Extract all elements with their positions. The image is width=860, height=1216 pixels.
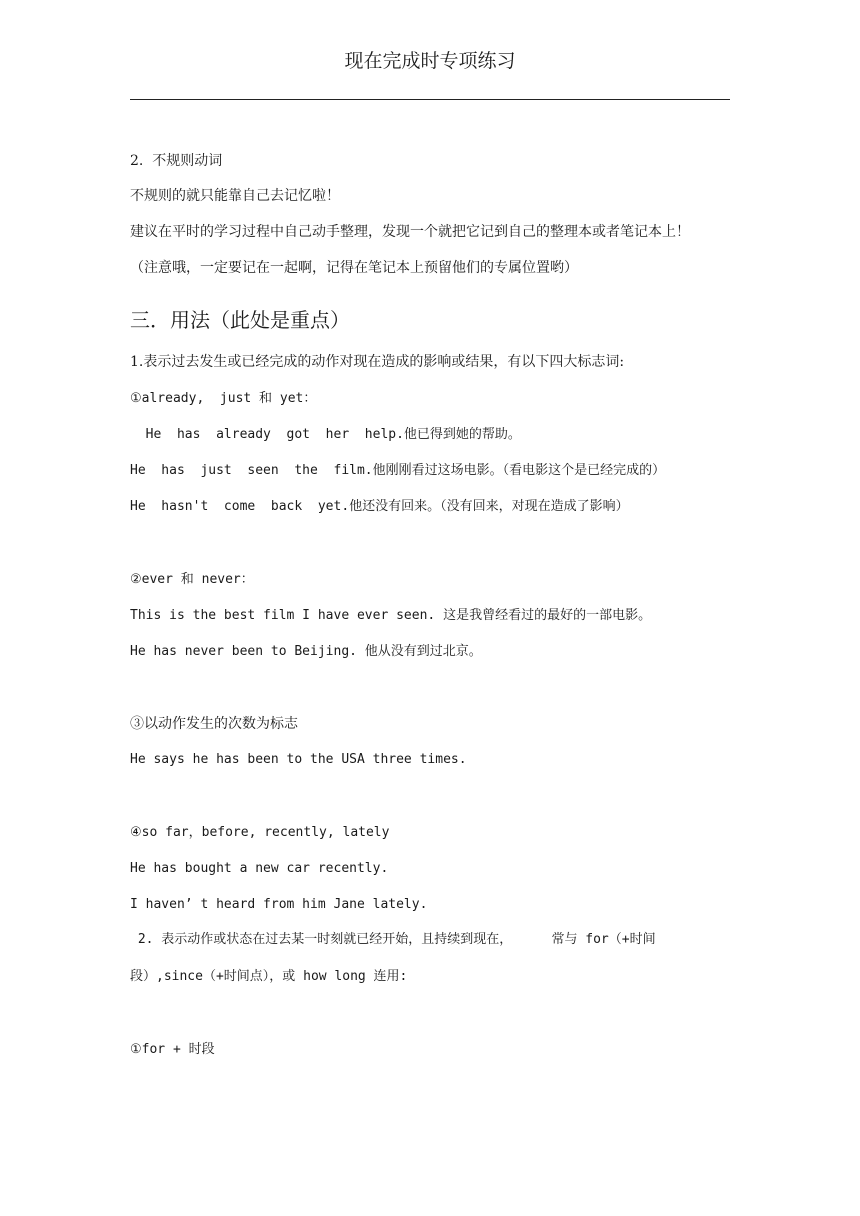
example-line: He has just seen the film.他刚刚看过这场电影。（看电影这个是已经完成的） (130, 463, 666, 478)
paragraph-line: 建议在平时的学习过程中自己动手整理，发现一个就把它记到自己的整理本或者笔记本上！ (130, 224, 690, 240)
usage-point-2-continued: 段）,since（+时间点），或 how long 连用: (130, 969, 408, 984)
example-line: This is the best film I have ever seen. 这是我曾经看过的最好的一部电影。 (130, 608, 652, 623)
paragraph-line: （注意哦，一定要记在一起啊，记得在笔记本上预留他们的专属位置哟） (130, 260, 578, 276)
subsection-heading: ①already, just 和 yet： (130, 391, 317, 406)
example-line: He has never been to Beijing. 他从没有到过北京。 (130, 644, 482, 659)
subsection-heading: ④so far，before, recently, lately (130, 825, 390, 840)
example-line: He says he has been to the USA three times. (130, 752, 467, 767)
example-line: He has already got her help.他已得到她的帮助。 (130, 427, 521, 442)
subsection-heading: ③以动作发生的次数为标志 (130, 716, 298, 732)
paragraph-line: 不规则的就只能靠自己去记忆啦！ (130, 188, 340, 204)
usage-point-1: 1.表示过去发生或已经完成的动作对现在造成的影响或结果，有以下四大标志词: (130, 354, 625, 370)
example-line: He has bought a new car recently. (130, 861, 389, 876)
irregular-verbs-heading: 2. 不规则动词 (130, 153, 223, 169)
example-line: He hasn't come back yet.他还没有回来。（没有回来，对现在造成了影响） (130, 499, 629, 514)
subsection-heading: ②ever 和 never： (130, 572, 254, 587)
subsection-heading: ①for + 时段 (130, 1042, 215, 1057)
section-heading-usage: 三．用法（此处是重点） (130, 308, 350, 332)
header-rule (130, 99, 730, 100)
usage-point-2: 2. 表示动作或状态在过去某一时刻就已经开始，且持续到现在， 常与 for（+时间 (130, 932, 656, 947)
example-line: I haven’ t heard from him Jane lately. (130, 897, 428, 912)
page-title: 现在完成时专项练习 (344, 50, 516, 72)
